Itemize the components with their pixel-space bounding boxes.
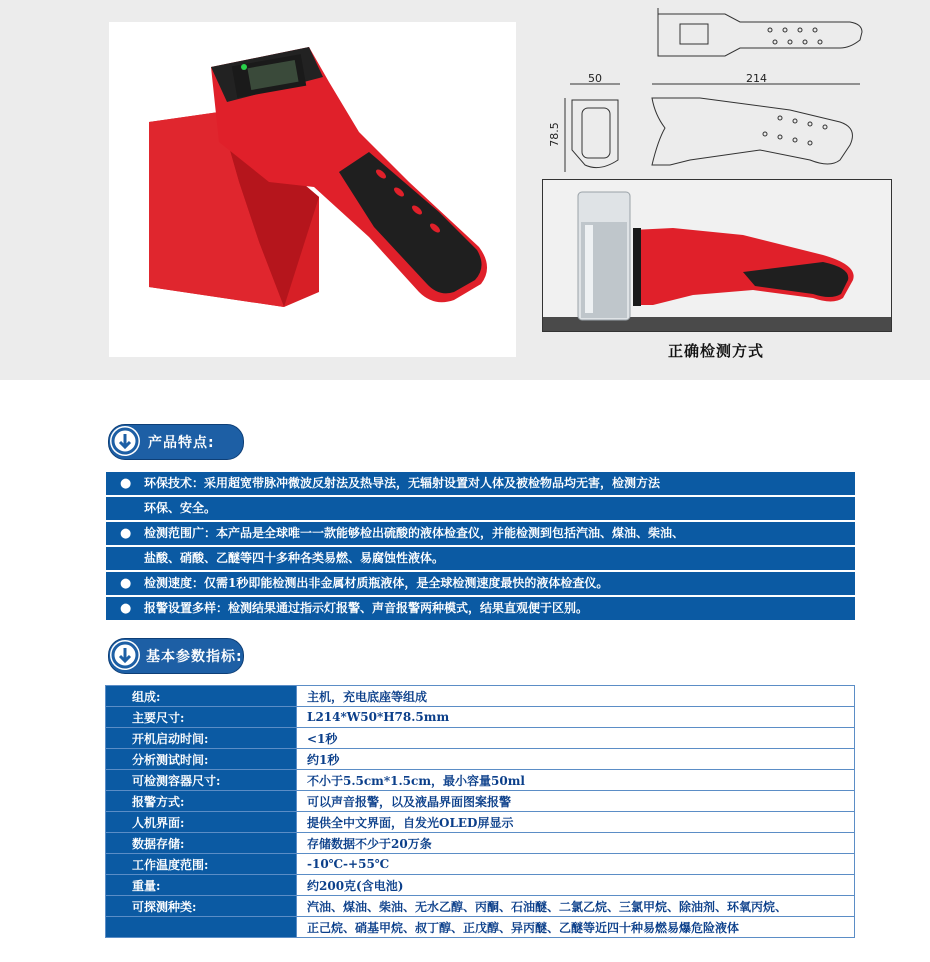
product-photo <box>109 22 516 357</box>
spec-value: -10℃-+55℃ <box>297 854 855 875</box>
spec-key: 可检测容器尺寸: <box>106 770 297 791</box>
feature-row <box>106 572 855 595</box>
spec-value: 存储数据不少于20万条 <box>297 833 855 854</box>
spec-table <box>105 685 855 938</box>
length-dimension: 214 <box>746 72 767 85</box>
spec-value: L214*W50*H78.5mm <box>297 707 855 728</box>
usage-caption: 正确检测方式 <box>668 342 765 360</box>
spec-key <box>106 917 297 938</box>
spec-value: 约200克(含电池) <box>297 875 855 896</box>
spec-value: 提供全中文界面，自发光OLED屏显示 <box>297 812 855 833</box>
spec-key: 重量: <box>106 875 297 896</box>
spec-key: 数据存储: <box>106 833 297 854</box>
spec-value: 可以声音报警，以及液晶界面图案报警 <box>297 791 855 812</box>
usage-illustration <box>543 180 891 331</box>
spec-row <box>106 686 855 707</box>
dimension-drawing <box>540 0 930 180</box>
spec-value: 主机，充电底座等组成 <box>297 686 855 707</box>
feature-row <box>106 597 855 620</box>
width-dimension: 50 <box>588 72 602 85</box>
bullet-icon: ● <box>120 526 132 541</box>
height-dimension: 78.5 <box>547 122 561 147</box>
feature-text: 环保技术：采用超宽带脉冲微波反射法及热导法，无辐射设置对人体及被检物品均无害，检测方法 <box>144 476 661 490</box>
feature-row <box>106 472 855 495</box>
spec-row <box>106 791 855 812</box>
feature-text: 检测范围广：本产品是全球唯一一款能够检出硫酸的液体检查仪，并能检测到包括汽油、煤油、柴油、 <box>144 526 685 540</box>
spec-row <box>106 707 855 728</box>
bullet-icon: ● <box>120 601 132 616</box>
spec-row <box>106 770 855 791</box>
spec-row <box>106 812 855 833</box>
feature-row <box>106 547 855 570</box>
feature-text: 盐酸、硝酸、乙醚等四十多种各类易燃、易腐蚀性液体。 <box>144 551 445 565</box>
feature-text: 环保、安全。 <box>144 501 217 515</box>
arrow-down-icon <box>110 426 140 456</box>
correct-usage-demo <box>542 179 892 332</box>
spec-row <box>106 728 855 749</box>
feature-row <box>106 497 855 520</box>
spec-key: 组成: <box>106 686 297 707</box>
detector-illustration <box>109 22 516 357</box>
spec-value: 汽油、煤油、柴油、无水乙醇、丙酮、石油醚、二氯乙烷、三氯甲烷、除油剂、环氧丙烷、 <box>297 896 855 917</box>
spec-key: 分析测试时间: <box>106 749 297 770</box>
specs-title: 基本参数指标: <box>146 649 243 665</box>
spec-value: 不小于5.5cm*1.5cm，最小容量50ml <box>297 770 855 791</box>
spec-key: 主要尺寸: <box>106 707 297 728</box>
spec-key: 报警方式: <box>106 791 297 812</box>
spec-row <box>106 896 855 917</box>
specs-header <box>108 638 244 674</box>
spec-key: 开机启动时间: <box>106 728 297 749</box>
spec-value: 约1秒 <box>297 749 855 770</box>
feature-row <box>106 522 855 545</box>
spec-row <box>106 917 855 938</box>
arrow-down-icon <box>110 640 140 670</box>
spec-value: <1秒 <box>297 728 855 749</box>
bullet-icon: ● <box>120 476 132 491</box>
spec-key: 可探测种类: <box>106 896 297 917</box>
spec-key: 工作温度范围: <box>106 854 297 875</box>
spec-key: 人机界面: <box>106 812 297 833</box>
feature-text: 检测速度：仅需1秒即能检测出非金属材质瓶液体，是全球检测速度最快的液体检查仪。 <box>144 576 609 590</box>
spec-value: 正己烷、硝基甲烷、叔丁醇、正戊醇、异丙醚、乙醚等近四十种易燃易爆危险液体 <box>297 917 855 938</box>
spec-row <box>106 875 855 896</box>
features-title: 产品特点: <box>148 435 215 451</box>
feature-text: 报警设置多样：检测结果通过指示灯报警、声音报警两种模式，结果直观便于区别。 <box>144 601 589 615</box>
spec-row <box>106 749 855 770</box>
spec-row <box>106 854 855 875</box>
bullet-icon: ● <box>120 576 132 591</box>
spec-row <box>106 833 855 854</box>
features-header <box>108 424 244 460</box>
